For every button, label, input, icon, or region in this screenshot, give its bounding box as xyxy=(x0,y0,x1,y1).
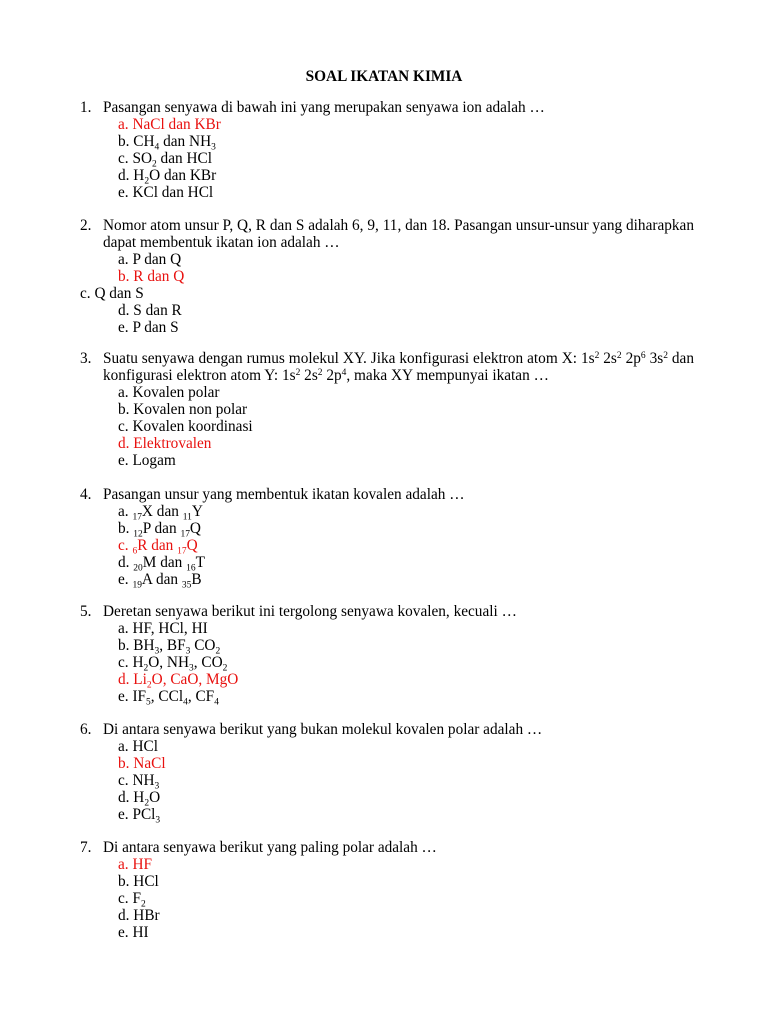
option-e: e. PCl$_3$ xyxy=(118,806,161,826)
answer-options xyxy=(118,384,694,469)
option-d-correct: d. $Li_2O$, CaO, MgO xyxy=(118,671,239,691)
option-c: c. $NH_3$ xyxy=(118,772,160,792)
option-e: e. Logam xyxy=(118,452,176,469)
option-e: e. $IF_5$, CCl$_4$, $CF_4$ xyxy=(118,688,219,708)
option-d-correct: d. Elektrovalen xyxy=(118,435,212,452)
answer-options xyxy=(118,856,694,941)
option-e: e. $_{19}$A dan $_{35}$B xyxy=(118,571,202,591)
question-number: 3. xyxy=(80,350,92,367)
option-c-correct: c. $_6$R dan $_{17}$Q xyxy=(118,537,198,557)
option-b: b. HCl xyxy=(118,873,159,890)
option-d: d. S dan R xyxy=(118,302,182,319)
question-2 xyxy=(80,217,694,336)
option-c: c. Q dan S xyxy=(80,285,144,302)
question-number: 2. xyxy=(80,217,92,234)
option-d: d. $_{20}$M dan $_{16}$T xyxy=(118,554,205,574)
question-stem: Pasangan unsur yang membentuk ikatan kovalen adalah … xyxy=(103,486,465,503)
answer-options xyxy=(118,503,694,591)
question-stem: Deretan senyawa berikut ini tergolong senyawa kovalen, kecuali … xyxy=(103,603,517,620)
option-c: c. $F_2$ xyxy=(118,890,146,910)
question-number: 6. xyxy=(80,721,92,738)
document-title: SOAL IKATAN KIMIA xyxy=(305,68,463,85)
option-d: d. $H_2O$ xyxy=(118,789,161,809)
question-number: 4. xyxy=(80,486,92,503)
option-a: a. $_{17}$X dan $_{11}$Y xyxy=(118,503,203,523)
option-b-correct: b. NaCl xyxy=(118,755,166,772)
question-6 xyxy=(80,721,694,826)
option-b: b. Kovalen non polar xyxy=(118,401,248,418)
option-a: a. P dan Q xyxy=(118,251,182,268)
question-4 xyxy=(80,486,694,591)
question-number: 7. xyxy=(80,839,92,856)
question-1 xyxy=(80,99,694,201)
option-a-correct: a. NaCl dan KBr xyxy=(118,116,221,133)
question-stem: Di antara senyawa berikut yang bukan molekul kovalen polar adalah … xyxy=(103,721,543,738)
answer-options xyxy=(118,620,694,708)
question-number: 5. xyxy=(80,603,92,620)
option-c: c. $SO_2$ dan HCl xyxy=(118,150,212,170)
option-b: b. $_{12}$P dan $_{17}$Q xyxy=(118,520,201,540)
option-a: a. HF, HCl, HI xyxy=(118,620,208,637)
option-e: e. HI xyxy=(118,924,149,941)
question-number: 1. xyxy=(80,99,92,116)
question-7 xyxy=(80,839,694,941)
option-a: a. HCl xyxy=(118,738,158,755)
option-c: c. Kovalen koordinasi xyxy=(118,418,253,435)
option-a: a. Kovalen polar xyxy=(118,384,220,401)
question-5 xyxy=(80,603,694,708)
option-e: e. P dan S xyxy=(118,319,179,336)
question-3 xyxy=(80,350,694,469)
answer-options xyxy=(80,251,694,336)
option-b: b. $CH_4$ dan $NH_3$ xyxy=(118,133,216,153)
option-a-correct: a. HF xyxy=(118,856,152,873)
option-c: c. $H_2O$, $NH_3$, $CO_2$ xyxy=(118,654,228,674)
question-stem: Pasangan senyawa di bawah ini yang merupakan senyawa ion adalah … xyxy=(103,99,545,116)
option-d: d. HBr xyxy=(118,907,160,924)
question-stem: Suatu senyawa dengan rumus molekul XY. Jika konfigurasi elektron atom X: $1s^2$ $2s^2$ $2p^6$ $3s^2$ dan konfigurasi elektron atom Y: $1s^2$ $2s^2$ $2p^4$, maka XY mempunyai ikatan … xyxy=(103,350,694,384)
answer-options xyxy=(118,738,694,826)
option-b-correct: b. R dan Q xyxy=(118,268,185,285)
option-b: b. $BH_3$, $BF_3$ $CO_2$ xyxy=(118,637,221,657)
question-stem: Nomor atom unsur P, Q, R dan S adalah 6, 9, 11, dan 18. Pasangan unsur-unsur yang diharapkan dapat membentuk ikatan ion adalah … xyxy=(103,217,694,251)
option-d: d. $H_2O$ dan KBr xyxy=(118,167,217,187)
answer-options xyxy=(118,116,694,201)
question-stem: Di antara senyawa berikut yang paling polar adalah … xyxy=(103,839,437,856)
option-e: e. KCl dan HCl xyxy=(118,184,214,201)
